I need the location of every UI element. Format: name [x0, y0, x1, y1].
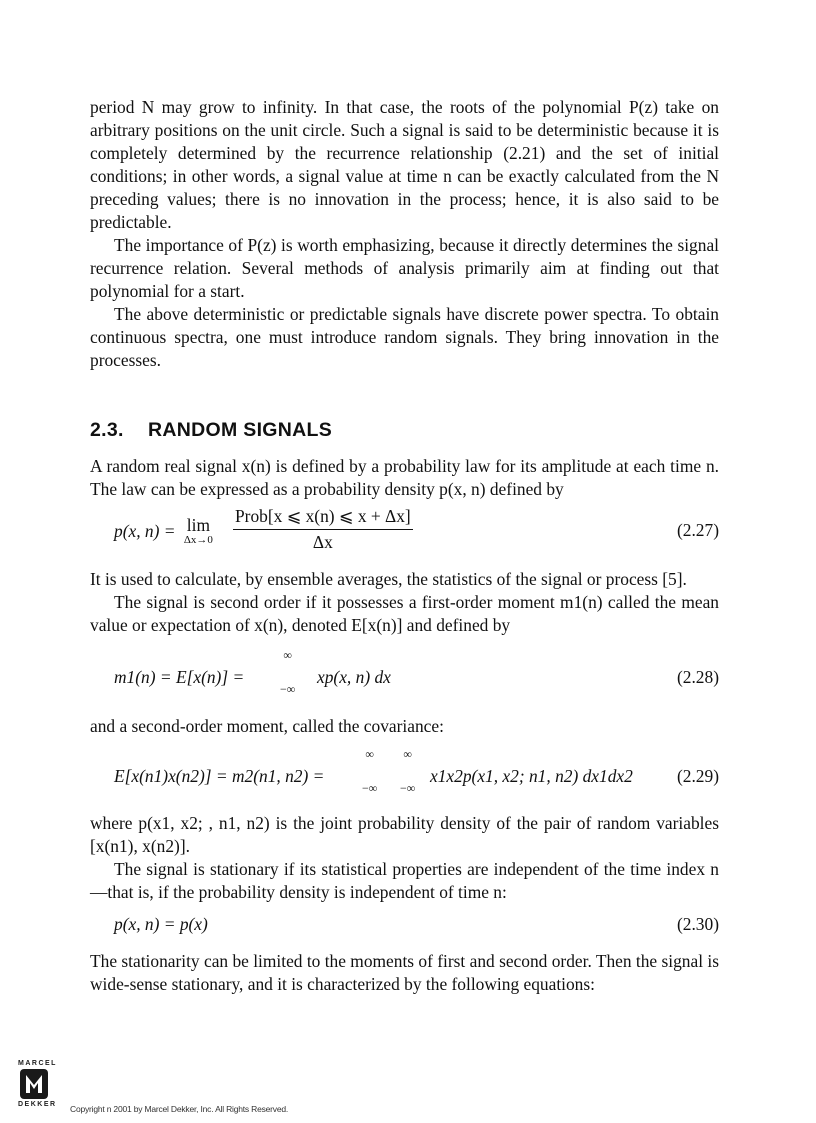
logo-bottom-text: DEKKER [18, 1101, 57, 1108]
eq228-lhs: m1(n) = E[x(n)] = [114, 667, 245, 687]
eq229-upper-1: ∞ [365, 747, 374, 761]
paragraph-5: It is used to calculate, by ensemble averages, the statistics of the signal or process [5]. [90, 569, 687, 589]
paragraph-9: The signal is stationary if its statistical properties are independent of the time index n—that is, if the probability density is independent of time n: [90, 859, 719, 902]
eq228-number: (2.28) [676, 667, 719, 687]
eq230-number: (2.30) [676, 914, 719, 934]
eq227-lim-word: lim [186, 515, 210, 535]
section-title: RANDOM SIGNALS [148, 419, 333, 441]
eq229-number: (2.29) [676, 766, 719, 786]
eq228-lower: −∞ [280, 682, 296, 696]
equation-2-28 [90, 643, 719, 709]
section-heading [90, 418, 719, 442]
page-body [90, 96, 719, 996]
paragraph-6: The signal is second order if it possesses a first-order moment m1(n) called the mean value or expectation of x(n), denoted E[x(n)] and defined by [90, 592, 719, 635]
eq227-fraction [233, 506, 413, 553]
eq229-lhs: E[x(n1)x(n2)] = m2(n1, n2) = [114, 766, 325, 786]
paragraph-3: The above deterministic or predictable signals have discrete power spectra. To obtain continuous spectra, one must introduce random signals. They bring innovation in the processes. [90, 304, 719, 370]
equation-2-29 [90, 742, 719, 808]
equation-2-30 [90, 904, 719, 946]
paragraph-1: period N may grow to infinity. In that case, the roots of the polynomial P(z) take on arbitrary positions on the unit circle. Such a signal is said to be deterministic because it is completely determined by the recurrence relationship (2.21) and the set of initial conditions; in other words, a signal value at time n can be exactly calculated from the N preceding values; there is no innovation in the process; hence, it is also said to be predictable. [90, 97, 719, 232]
eq229-integrand: x1x2p(x1, x2; n1, n2) dx1dx2 [430, 766, 633, 786]
publisher-footer [18, 1060, 289, 1114]
eq228-integral [280, 647, 295, 697]
paragraph-8: where p(x1, x2; , n1, n2) is the joint probability density of the pair of random variables [x(n1), x(n2)]. [90, 813, 719, 856]
publisher-logo-icon [18, 1067, 50, 1101]
eq229-upper-2: ∞ [403, 747, 412, 761]
eq229-integral-2 [400, 746, 415, 796]
eq227-lhs: p(x, n) = [114, 521, 176, 541]
eq228-upper: ∞ [283, 648, 292, 662]
paragraph-7: and a second-order moment, called the covariance: [90, 716, 444, 736]
eq227-limit [183, 515, 213, 548]
logo-top-text: MARCEL [18, 1060, 57, 1067]
paragraph-10: The stationarity can be limited to the moments of first and second order. Then the signal is wide-sense stationary, and it is characterized by the following equations: [90, 951, 719, 994]
paragraph-4: A random real signal x(n) is defined by a probability law for its amplitude at each time n. The law can be expressed as a probability density p(x, n) defined by [90, 456, 719, 499]
eq227-lim-sub: Δx→0 [183, 534, 213, 546]
equation-2-27 [90, 504, 719, 560]
section-number: 2.3. [90, 419, 124, 441]
eq228-integrand: xp(x, n) dx [317, 667, 391, 687]
paragraph-2: The importance of P(z) is worth emphasizing, because it directly determines the signal recurrence relation. Several methods of analysis primarily aim at finding out that polynomial for a start. [90, 235, 719, 301]
eq229-lower-2: −∞ [400, 781, 416, 795]
eq230-expr: p(x, n) = p(x) [114, 914, 208, 934]
eq229-integral-1 [362, 746, 377, 796]
copyright-notice: Copyright n 2001 by Marcel Dekker, Inc. All Rights Reserved. [70, 1104, 289, 1114]
eq227-numerator: Prob[x ⩽ x(n) ⩽ x + Δx] [233, 506, 413, 530]
eq227-denominator: Δx [312, 532, 333, 552]
eq227-number: (2.27) [676, 520, 719, 540]
eq229-lower-1: −∞ [362, 781, 378, 795]
